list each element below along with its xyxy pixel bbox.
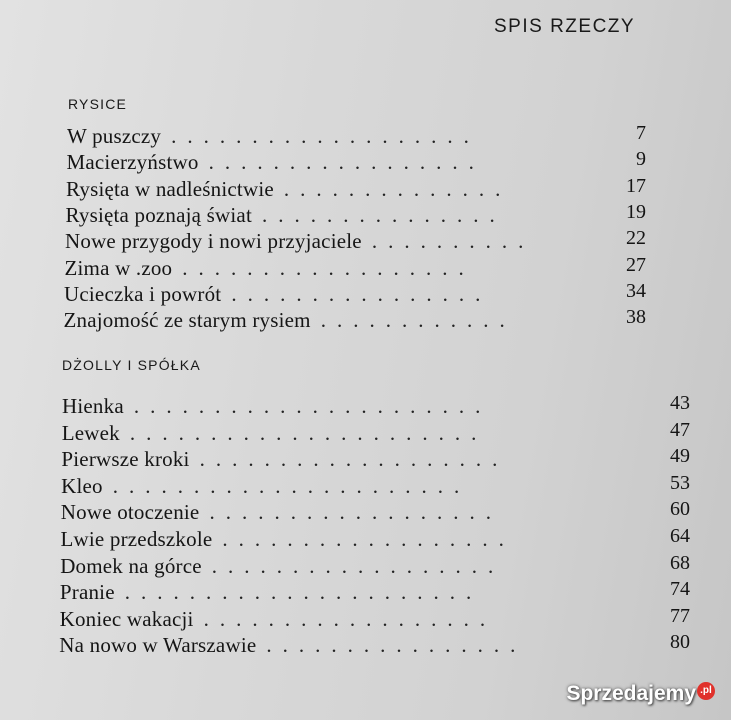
entry-page-number: 34 [626,279,646,302]
entry-page-number: 47 [669,418,690,441]
entry-title: Zima w .zoo [64,255,173,280]
entry-title: Rysięta poznają świat [65,202,252,227]
leader-dots: .............. [283,176,512,201]
entry-title: Na nowo w Warszawie [59,633,257,658]
leader-dots: ................. [208,150,485,175]
watermark-logo [566,682,715,706]
toc-entry [59,633,697,659]
entry-page-number: 77 [669,604,690,627]
entry-title: W puszczy [67,124,162,148]
leader-dots: ............... [261,202,506,227]
entry-title: Ucieczka i powrót [64,281,222,306]
leader-dots: .................. [203,606,497,631]
entry-page-number: 27 [626,253,646,276]
toc-entry [61,418,700,447]
toc-entry [61,471,699,500]
leader-dots: ...................... [129,420,488,445]
entry-page-number: 74 [669,578,690,601]
entry-page-number: 22 [626,227,646,250]
leader-dots: ...................... [133,394,492,418]
toc-entry [60,551,698,580]
leader-dots: ............ [320,308,516,333]
leader-dots: .................. [211,553,505,578]
page-title: SPIS RZECZY [494,16,636,37]
toc-entry [66,174,655,203]
toc-entry [67,124,656,150]
entry-page-number: 68 [669,551,690,574]
entry-page-number: 19 [626,200,646,223]
section-heading: RYSICE [68,96,128,112]
toc-entry [64,308,653,334]
entry-title: Hienka [62,394,124,418]
entry-page-number: 9 [636,148,646,171]
entry-page-number: 49 [669,445,690,468]
entry-page-number: 38 [626,306,646,329]
entry-page-number: 7 [636,122,646,144]
entry-title: Nowe przygody i nowi przyjaciele [65,229,362,254]
leader-dots: ................ [266,633,527,658]
toc-entry [67,150,656,176]
toc-entry [59,604,698,633]
entry-title: Nowe otoczenie [60,500,200,525]
toc-entry [65,200,655,229]
leader-dots: .................. [182,255,475,280]
entry-title: Kleo [61,473,103,498]
entry-title: Macierzyństwo [66,150,199,175]
watermark-text: Sprzedajemy [566,682,696,705]
watermark-suffix: .pl [697,682,715,700]
leader-dots: ................... [199,447,509,472]
toc-entry [61,500,699,526]
entry-page-number: 64 [670,525,690,547]
entry-title: Znajomość ze starym rysiem [63,308,311,333]
toc-entry [64,279,653,308]
entry-page-number: 17 [626,174,646,197]
entry-title: Rysięta w nadleśnictwie [66,176,274,201]
entry-page-number: 80 [669,631,690,654]
toc-entry [62,394,700,420]
leader-dots: .................. [222,527,515,551]
entry-title: Pierwsze kroki [61,447,190,472]
leader-dots: ................... [171,124,480,148]
toc-entry [65,229,654,255]
toc-entry [60,580,698,606]
entry-page-number: 43 [670,392,690,414]
leader-dots: .................. [209,500,502,525]
entry-title: Lewek [61,420,120,445]
leader-dots: ...................... [112,473,471,498]
entry-title: Pranie [59,580,115,605]
section-heading: DŻOLLY I SPÓŁKA [62,357,201,373]
entry-page-number: 60 [669,498,690,521]
leader-dots: .......... [371,229,535,254]
toc-entry [61,447,699,473]
leader-dots: ................ [231,281,492,306]
entry-title: Koniec wakacji [59,606,194,631]
leader-dots: ...................... [124,580,483,605]
toc-entry [64,253,654,282]
toc-entry [61,527,699,553]
entry-title: Lwie przedszkole [60,527,213,551]
entry-title: Domek na górce [60,553,202,578]
entry-page-number: 53 [669,471,690,494]
